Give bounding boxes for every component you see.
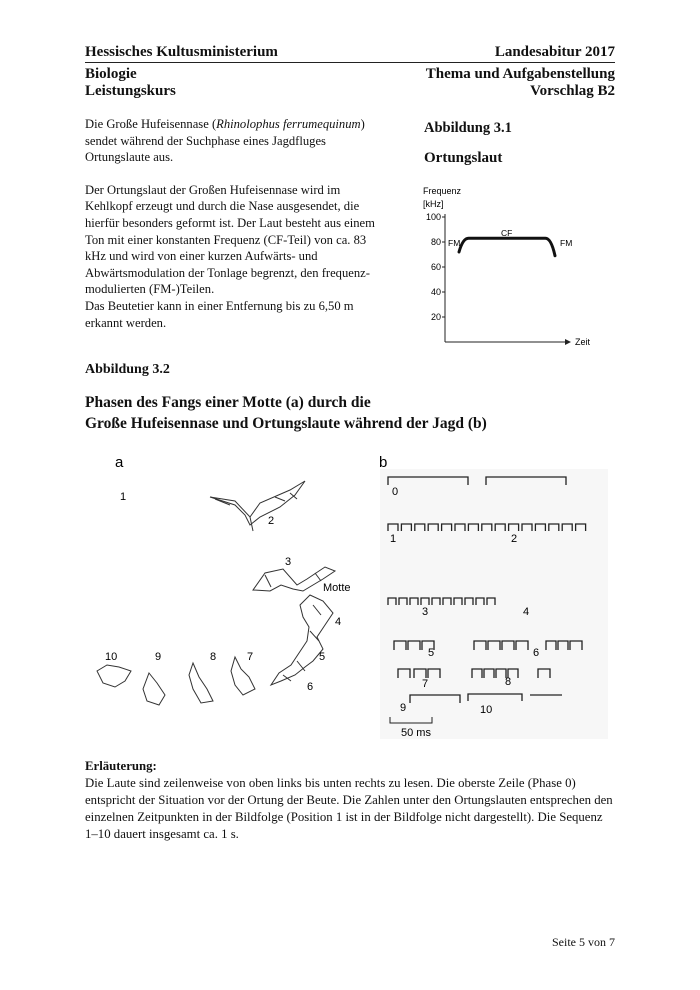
panel-b-label: b — [379, 454, 388, 471]
proposal-line: Vorschlag B2 — [530, 83, 615, 99]
figure-3-2-title-line-1: Phasen des Fangs einer Motte (a) durch die — [85, 394, 371, 411]
moth-label: Motte — [323, 582, 351, 594]
panel-b-background — [380, 469, 608, 739]
header-exam: Landesabitur 2017 — [494, 44, 615, 60]
intro-p1-start: Die Große Hufeisennase ( — [85, 117, 217, 131]
position-label-9: 9 — [155, 651, 162, 663]
figure-3-1-label: Abbildung 3.1 — [424, 120, 512, 136]
phase-label-9: 9 — [400, 702, 407, 714]
explanation-heading: Erläuterung: — [85, 759, 157, 773]
y-tick-label-40: 40 — [430, 287, 441, 297]
intro-p1-end: ) sendet während der Suchphase eines Jagdfluges Ortungslaute aus. — [85, 117, 365, 165]
explanation-text: Die Laute sind zeilenweise von oben links bis unten rechts zu lesen. Die oberste Zeile (Phase 0) entspricht der Situation vor der Ortung der Beute. Die Zahlen unter den Ortungslauten entsprechen den einzelnen Zeitpunkten in der Bildfolge (Position 1 ist in der Bildfolge nicht dargestellt). Die Sequenz 1–10 dauert insgesamt ca. 1 s. — [85, 776, 613, 841]
figure-3-2-title — [85, 392, 487, 434]
x-axis-arrow — [565, 339, 571, 345]
phase-label-1: 1 — [390, 533, 397, 545]
position-label-4: 4 — [335, 616, 342, 628]
topic-line: Thema und Aufgabenstellung — [425, 66, 615, 82]
phase-label-7: 7 — [422, 678, 429, 690]
fm-label-left: FM — [448, 238, 461, 248]
position-label-6: 6 — [307, 681, 314, 693]
figure-3-1-title: Ortungslaut — [424, 150, 503, 166]
intro-paragraph-2: Der Ortungslaut der Großen Hufeisennase wird im Kehlkopf erzeugt und durch die Nase ausgesendet, die hierfür besonders geformt ist. Der Laut besteht aus einem Ton mit einer konstanten Frequenz (CF-Teil) von ca. 83 kHz und wird von einer kurzen Aufwärts- und Abwärtsmodulation der Tonlage begrenzt, den frequenz-modulierten (FM-)Teilen. — [85, 182, 375, 297]
bat-illustration-10 — [97, 665, 131, 687]
page-number: Seite 5 von 7 — [552, 935, 615, 949]
bat-illustration-8 — [189, 663, 213, 703]
scale-label: 50 ms — [401, 727, 431, 739]
intro-paragraph-1 — [85, 116, 385, 166]
position-label-10: 10 — [105, 651, 118, 663]
phase-label-0: 0 — [392, 486, 399, 498]
position-label-5: 5 — [319, 651, 326, 663]
intro-paragraph-3: Das Beutetier kann in einer Entfernung bis zu 6,50 m erkannt werden. — [85, 298, 354, 330]
subject: Biologie — [85, 66, 137, 82]
bat-illustration-2 — [210, 481, 305, 531]
header-rule — [85, 62, 615, 63]
y-tick-label-20: 20 — [430, 312, 441, 322]
panel-a-hunt-phases — [85, 445, 365, 735]
y-tick-label-80: 80 — [430, 237, 441, 247]
panel-a-label: a — [115, 454, 124, 471]
y-ticks — [426, 212, 445, 322]
position-label-1: 1 — [120, 491, 127, 503]
phase-label-5: 5 — [428, 647, 435, 659]
phase-label-6: 6 — [533, 647, 540, 659]
cf-label: CF — [501, 228, 513, 238]
signal-curve — [459, 238, 555, 256]
position-label-8: 8 — [210, 651, 217, 663]
y-tick-label-100: 100 — [425, 212, 441, 222]
y-tick-label-60: 60 — [430, 262, 441, 272]
intro-text — [85, 116, 385, 331]
phase-label-8: 8 — [505, 676, 512, 688]
phase-label-4: 4 — [523, 606, 530, 618]
x-axis-label: Zeit — [575, 337, 591, 347]
position-label-2: 2 — [268, 515, 275, 527]
header-institution: Hessisches Kultusministerium — [85, 44, 278, 60]
topic-block — [426, 66, 615, 100]
position-label-7: 7 — [247, 651, 254, 663]
bat-illustration-9 — [143, 673, 165, 705]
fm-label-right: FM — [560, 238, 573, 248]
panel-b-call-sequence — [370, 445, 615, 745]
y-axis-label: Frequenz — [423, 186, 462, 196]
bat-illustration-4-6 — [271, 595, 333, 685]
position-label-3: 3 — [285, 556, 292, 568]
phase-label-2: 2 — [511, 533, 518, 545]
species-name: Rhinolophus ferrumequinum — [216, 117, 361, 131]
echolocation-chart — [415, 180, 615, 358]
phase-label-3: 3 — [422, 606, 429, 618]
explanation — [85, 758, 617, 843]
y-axis-unit: [kHz] — [423, 199, 444, 209]
course: Leistungskurs — [85, 83, 176, 99]
figure-3-2-label: Abbildung 3.2 — [85, 362, 170, 377]
subject-block — [85, 66, 176, 100]
figure-3-2-title-line-2: Große Hufeisennase und Ortungslaute während der Jagd (b) — [85, 415, 487, 432]
phase-label-10: 10 — [480, 704, 493, 716]
